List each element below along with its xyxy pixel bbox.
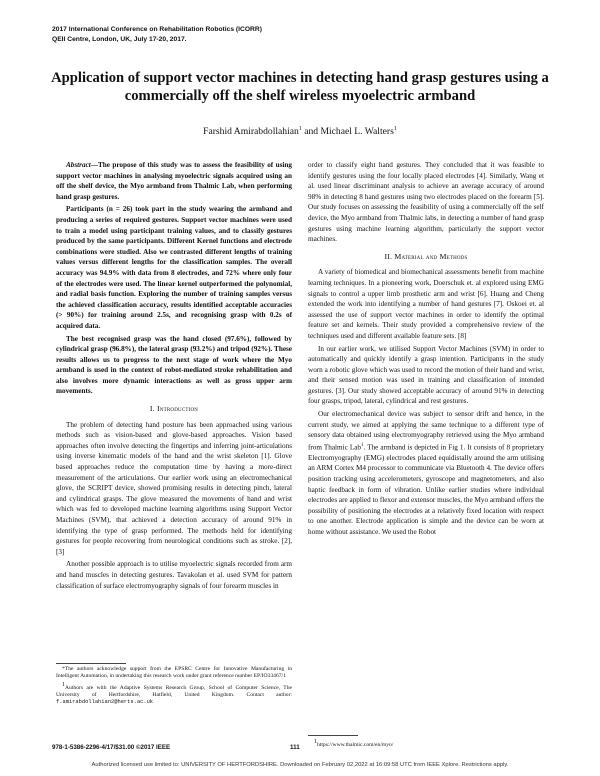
methods-paragraph-3 xyxy=(308,409,544,538)
url-text: https://www.thalmic.com/en/myo/ xyxy=(317,741,394,748)
contact-email: f.amirabdollahian2@herts.ac.uk xyxy=(56,699,154,706)
isbn-copyright: 978-1-5386-2296-4/17/$31.00 ©2017 IEEE xyxy=(52,744,171,751)
url-mark: 1 xyxy=(314,739,317,745)
right-column xyxy=(308,160,544,540)
abstract xyxy=(56,160,292,397)
page-number: 111 xyxy=(290,744,300,751)
abstract-paragraph-1 xyxy=(56,160,292,202)
abstract-dash: — xyxy=(90,161,98,169)
intro-paragraph-3: order to classify eight hand gestures. They concluded that it was feasible to identify gestures using the four locally placed electrodes [4]. Similarly, Wang et al. used linear discriminant analysis to achieve an average accuracy of around 98% in detecting 8 hand gestures using two electrodes placed on the forearm [5]. Our study focuses on assessing the feasibility of using a commercially off the self device, the Myo armband from Thalmic labs, in detecting a number of hand grasp gestures using machine learning algorithm, particularly the support vector machines. xyxy=(308,161,544,244)
methods-paragraph-2: In our earlier work, we utilised Support Vector Machines (SVM) in order to automatically and quickly identify a grasp intention. Participants in the study worn a robotic glove which was used to record the motion of their hand and wrist, and their sensed motion was used in training and classification of intended gestures. [3]. Our study showed acceptable accuracy of around 91% in detecting four grasps, tripod, lateral, cylindrical and rest gestures. xyxy=(308,344,544,406)
conference-venue: QEII Centre, London, UK, July 17-20, 2017. xyxy=(52,35,187,43)
affiliation-text: Authors are with the Adaptive Systems Research Group, School of Computer Science, The University of Hertfordshire, Hatfield, United Kingdom. Contact author: xyxy=(56,684,292,698)
author-join: and xyxy=(301,126,321,138)
abstract-label: Abstract xyxy=(66,161,91,169)
conference-header xyxy=(52,25,262,44)
affiliation-mark: 1 xyxy=(62,681,65,688)
intro-paragraph-2: Another possible approach is to utilise myoelectric signals recorded from arm and hand muscles in detecting gestures. Tavakolan et al. used SVM for pattern classification of surface electromyography signals of four forearm muscles in xyxy=(56,560,292,590)
footnote-mark: 1 xyxy=(361,442,364,448)
license-footer: Authorized licensed use limited to: UNIVERSITY OF HERTFORDSHIRE. Downloaded on February 02,2022 at 16:09:58 UTC from IEEE Xplore. Restrictions apply. xyxy=(91,762,509,768)
funding-footnote: *The authors acknowledge support from the EPSRC Centre for Innovative Manufacturing in Intelligent Automation, in undertaking this research work under grant reference number EP/IO33467/1 xyxy=(56,666,292,680)
abstract-text-1: The propose of this study was to assess the feasibility of using support vector machines in analysing myoelectric signals acquired using an off the shelf device, the Myo armband from Thalmic Lab, when performing hand grasp gestures. xyxy=(56,161,292,201)
section-heading-introduction: I. Introduction xyxy=(149,404,199,414)
url-footnote xyxy=(308,739,544,749)
affiliation-footnote xyxy=(56,682,292,707)
intro-paragraph-1: The problem of detecting hand posture has been approached using various methods such as vision-based and glove-based approaches. Vision based approaches often involve detecting the fingertips and inferring joint-articulations using inverse kinematic models of the hand and the wrist skeleton [1]. Glove based approaches reduce the computation time by having a more-direct measurement of the articulations. Our earlier work using an electromechanical glove, the SCRIPT device, showed promising results in detecting pinch, lateral and cylindrical grasps. The glove measured the movements of hand and wrist which was fed to developed machine learning algorithms using Support Vector Machines (SVM), that achieved a detection accuracy of around 91% in identifying the type of grasp performed. The methods held for identifying gestures for people recovering from neurological conditions such as stroke. [2], [3] xyxy=(56,420,292,556)
left-column xyxy=(56,160,292,593)
methods-text-3b: . The armband is depicted in Fig 1. It consists of 8 proprietary Electromyography (EMG) electrodes placed equidistally around the arm utilising an ARM Cortex M4 processor to communicate via Bluetooth 4. The device offers position tracking using accelerometers, gyroscope and magnetometers, and also haptic feedback in form of vibration. Unlike earlier studies where individual electrodes are applied to flexor and extensor muscles, the Myo armband offers the possibility of positioning the electrodes at a relatively fixed location with respect to one another. Electrode application is simple and the device can be worn at home without assistance. We used the Robot xyxy=(308,443,544,536)
methods-text-3a: Our electromechanical device was subject to sensor drift and hence, in the current study, we aimed at applying the same technique to a different type of sensory data obtained using electromyography retrieved using the Myo armband from Thalmic Lab xyxy=(308,410,544,452)
author-2: Michael L. Walters xyxy=(320,126,394,138)
methods-paragraph-1: A variety of biomedical and biomechanical assessments benefit from machine learning techniques. In a pioneering work, Doerschuk et. al explored using EMG signals to control a upper limb prosthetic arm and wrist [6]. Huang and Cheng extended the work into identifying a number of hand gestures [7]. Oskoei et. al assessed the use of support vector machines in order to identify the optimal feature set and kernels. Their study provided a comprehensive review of the techniques used and different available feature sets. [8] xyxy=(308,268,544,340)
section-heading-methods: II. Material and Methods xyxy=(384,251,468,261)
conference-name: 2017 International Conference on Rehabilitation Robotics (ICORR) xyxy=(52,26,262,33)
footnotes-left xyxy=(56,666,292,707)
paper-title: Application of support vector machines in detecting hand grasp gestures using a commercially off the shelf wireless myoelectric armband xyxy=(51,70,549,104)
abstract-paragraph-3: The best recognised grasp was the hand closed (97.6%), followed by cylindrical grasp (96.8%), the lateral grasp (93.2%) and tripod (92%). These results allows us to progress to the next stage of work where the Myo armband is used in the context of robot-mediated stroke rehabilitation and also involves more dynamic interactions as well as gross upper arm movements. xyxy=(56,334,292,396)
footnote-divider-right xyxy=(308,735,358,736)
footnotes-right xyxy=(308,739,544,750)
footnote-divider xyxy=(56,663,126,664)
author-1: Farshid Amirabdollahian xyxy=(203,126,299,138)
author-line xyxy=(40,126,560,137)
author-1-mark: 1 xyxy=(298,126,302,132)
author-2-mark: 1 xyxy=(393,126,397,132)
abstract-paragraph-2: Participants (n = 26) took part in the study wearing the armband and producing a series of required gestures. Support vector machines were used to train a model using participant training values, and to classify gestures produced by the same participants. Different Kernel functions and electrode combinations were studied. Also we contrasted different lengths of training values versus different lengths for the classification samples. The overall accuracy was 94.9% with data from 8 electrodes, and 72% where only four of the electrodes were used. The linear kernel outperformed the polynomial, and radial basis function. Exploring the number of training samples versus the achieved classification accuracy, results identified acceptable accuracies (> 90%) for training around 2.5s, and recognising grasp with 0.2s of acquired data. xyxy=(56,205,292,330)
